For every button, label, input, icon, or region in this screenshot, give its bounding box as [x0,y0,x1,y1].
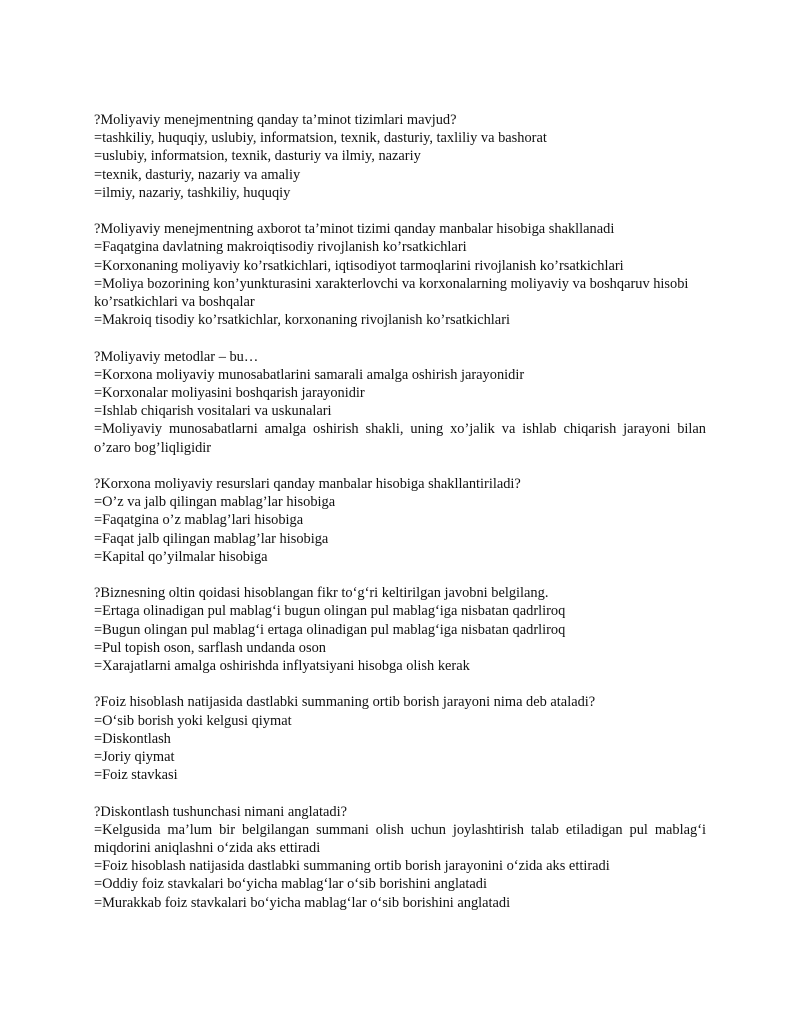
answer-option: =Makroiq tisodiy ko’rsatkichlar, korxonaning rivojlanish ko’rsatkichlari [94,312,510,329]
answer-option: =Ertaga olinadigan pul mablag‘i bugun olingan pul mablag‘iga nisbatan qadrliroq [94,603,566,620]
answer-option: =Faqatgina o’z mablag’lari hisobiga [94,512,304,529]
answer-option: =Ishlab chiqarish vositalari va uskunalari [94,403,332,420]
answer-option: =Bugun olingan pul mablag‘i ertaga olinadigan pul mablag‘iga nisbatan qadrliroq [94,621,566,638]
question-block-3 [94,348,706,457]
answer-option: =ilmiy, nazariy, tashkiliy, huquqiy [94,184,291,201]
answer-option: =tashkiliy, huquqiy, uslubiy, informatsion, texnik, dasturiy, taxliliy va bashorat [94,130,547,147]
answer-option: =Joriy qiymat [94,749,175,766]
answer-option: =Korxonalar moliyasini boshqarish jarayonidir [94,385,365,402]
question-block-5 [94,584,706,675]
answer-option: =Kapital qo’yilmalar hisobiga [94,548,268,565]
answer-option: =Korxonaning moliyaviy ko’rsatkichlari, iqtisodiyot tarmoqlarini rivojlanish ko’rsatkichlari [94,257,624,274]
question-text: ?Moliyaviy menejmentning axborot ta’minot tizimi qanday manbalar hisobiga shakllanadi [94,221,615,238]
document-page [94,111,706,930]
answer-option: =Kelgusida ma’lum bir belgilangan summani olish uchun joylashtirish talab etiladigan pul mablag‘i miqdorini aniqlashni o‘zida aks ettiradi [94,821,706,857]
question-block-2 [94,220,706,329]
answer-option: =Foiz hisoblash natijasida dastlabki summaning ortib borish jarayonini o‘zida aks ettiradi [94,858,610,875]
question-text: ?Foiz hisoblash natijasida dastlabki summaning ortib borish jarayoni nima deb ataladi? [94,694,596,711]
question-text: ?Korxona moliyaviy resurslari qanday manbalar hisobiga shakllantiriladi? [94,476,521,493]
answer-option: =O’z va jalb qilingan mablag’lar hisobiga [94,494,336,511]
question-block-7 [94,803,706,912]
answer-option: =texnik, dasturiy, nazariy va amaliy [94,166,301,183]
answer-option: =Faqat jalb qilingan mablag’lar hisobiga [94,530,329,547]
answer-option: =Korxona moliyaviy munosabatlarini samarali amalga oshirish jarayonidir [94,366,525,383]
answer-option: =O‘sib borish yoki kelgusi qiymat [94,712,292,729]
answer-option: =Diskontlash [94,730,171,747]
question-text: ?Diskontlash tushunchasi nimani anglatadi? [94,803,347,820]
answer-option: =Foiz stavkasi [94,767,178,784]
answer-option: =Moliyaviy munosabatlarni amalga oshirish shakli, uning xo’jalik va ishlab chiqarish jarayoni bilan o’zaro bog’liqligidir [94,421,706,456]
answer-option: =Xarajatlarni amalga oshirishda inflyatsiyani hisobga olish kerak [94,658,470,675]
question-block-1 [94,111,706,202]
question-text: ?Moliyaviy menejmentning qanday ta’minot tizimlari mavjud? [94,112,457,128]
answer-option: =Oddiy foiz stavkalari bo‘yicha mablag‘lar o‘sib borishini anglatadi [94,876,487,893]
answer-option: =Moliya bozorining kon’yunkturasini xarakterlovchi va korxonalarning moliyaviy va boshqaruv hisobi ko’rsatkichlari va boshqalar [94,275,689,311]
answer-option: =uslubiy, informatsion, texnik, dasturiy va ilmiy, nazariy [94,148,421,165]
answer-option: =Faqatgina davlatning makroiqtisodiy rivojlanish ko’rsatkichlari [94,239,467,256]
answer-option: =Pul topish oson, sarflash undanda oson [94,639,326,656]
question-block-6 [94,693,706,784]
question-text: ?Biznesning oltin qoidasi hisoblangan fikr to‘g‘ri keltirilgan javobni belgilang. [94,585,549,602]
answer-option: =Murakkab foiz stavkalari bo‘yicha mablag‘lar o‘sib borishini anglatadi [94,894,511,911]
question-text: ?Moliyaviy metodlar – bu… [94,348,259,365]
question-block-4 [94,475,706,566]
